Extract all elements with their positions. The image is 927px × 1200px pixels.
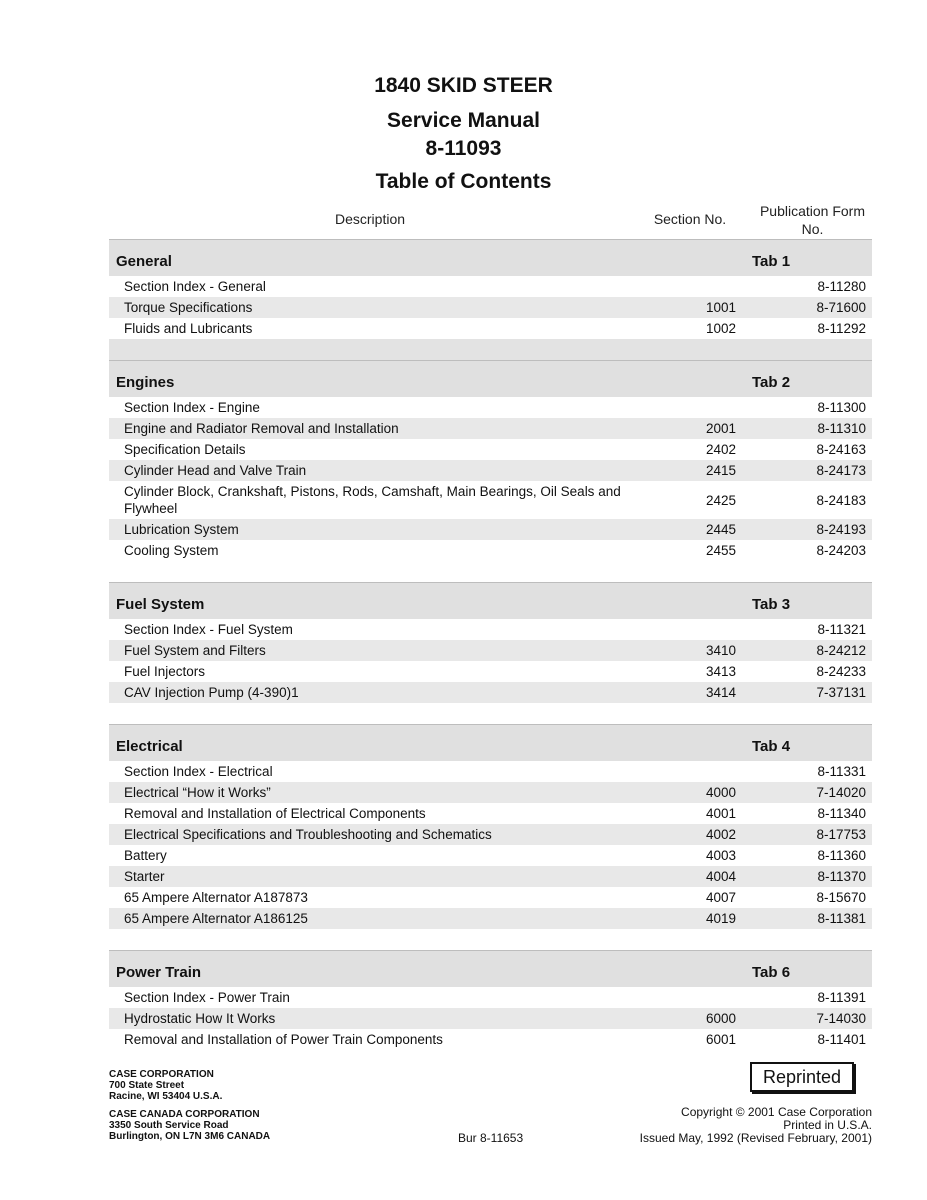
table-row: [109, 460, 872, 481]
row-section-number: 4004: [705, 869, 736, 884]
reprinted-stamp: Reprinted: [750, 1062, 854, 1092]
section-name: Engines: [116, 373, 175, 391]
manual-number: 8-11093: [425, 137, 502, 160]
toc-section: [109, 582, 872, 724]
row-publication-number: 7-14030: [816, 1011, 866, 1026]
address-line: Racine, WI 53404 U.S.A.: [109, 1091, 223, 1102]
table-row: [109, 682, 872, 703]
section-header: [109, 582, 872, 619]
table-row: [109, 276, 872, 297]
row-section-number: 2445: [705, 522, 736, 537]
row-section-number: 2425: [705, 492, 736, 508]
table-row: [109, 297, 872, 318]
row-section-number: 4001: [705, 806, 736, 821]
section-tab: Tab 6: [752, 963, 791, 981]
section-header: [109, 724, 872, 761]
manual-title: Service Manual: [387, 109, 540, 132]
row-description: Section Index - Power Train: [124, 990, 290, 1005]
section-name: Power Train: [116, 963, 202, 981]
row-publication-number: 8-11280: [817, 279, 866, 294]
row-section-number: 4000: [705, 785, 736, 800]
row-section-number: 4002: [705, 827, 736, 842]
section-tab: Tab 2: [752, 373, 791, 391]
table-row: [109, 1008, 872, 1029]
address-line: 700 State Street: [109, 1080, 185, 1091]
table-of-contents: [109, 239, 872, 1050]
table-row: [109, 318, 872, 339]
table-row: [109, 782, 872, 803]
row-description: Section Index - Electrical: [124, 764, 273, 779]
table-row: [109, 540, 872, 561]
bur-number: Bur 8-11653: [458, 1131, 524, 1145]
row-publication-number: 8-24233: [816, 664, 866, 679]
row-publication-number: 8-11381: [817, 911, 866, 926]
row-description: Engine and Radiator Removal and Installation: [124, 421, 399, 436]
table-row: [109, 481, 872, 519]
row-section-number: 6000: [705, 1011, 736, 1026]
column-header-section: Section No.: [653, 211, 727, 227]
row-description: Battery: [124, 848, 167, 863]
row-description: Removal and Installation of Power Train Components: [124, 1032, 443, 1047]
row-publication-number: 8-24183: [816, 492, 866, 508]
row-publication-number: 8-11370: [817, 869, 866, 884]
row-description: Cooling System: [124, 543, 219, 558]
table-row: [109, 439, 872, 460]
table-row: [109, 519, 872, 540]
row-publication-number: 8-71600: [816, 300, 866, 315]
row-section-number: 3413: [705, 664, 736, 679]
row-description: Cylinder Head and Valve Train: [124, 463, 307, 478]
section-name: Electrical: [116, 737, 183, 755]
table-row: [109, 418, 872, 439]
table-row: [109, 987, 872, 1008]
row-section-number: 3410: [705, 643, 736, 658]
row-description: Electrical “How it Works”: [124, 785, 271, 800]
column-header-publication-line1: Publication Form: [759, 203, 866, 219]
section-tab: Tab 4: [752, 737, 791, 755]
row-publication-number: 8-11340: [817, 806, 866, 821]
row-section-number: 2415: [705, 463, 736, 478]
address-line: CASE CORPORATION: [109, 1069, 214, 1080]
row-section-number: 4003: [705, 848, 736, 863]
table-row: [109, 1029, 872, 1050]
column-header-publication-line2: No.: [801, 221, 824, 237]
row-description: Section Index - General: [124, 279, 266, 294]
table-row: [109, 824, 872, 845]
table-row: [109, 845, 872, 866]
row-publication-number: 7-14020: [816, 785, 866, 800]
row-description: Fuel System and Filters: [124, 643, 266, 658]
table-row: [109, 866, 872, 887]
copyright-line: Copyright © 2001 Case Corporation: [681, 1105, 872, 1119]
toc-title: Table of Contents: [375, 170, 552, 193]
printed-line: Printed in U.S.A.: [783, 1118, 872, 1132]
row-publication-number: 8-11321: [817, 622, 866, 637]
section-tab: Tab 3: [752, 595, 791, 613]
table-row: [109, 908, 872, 929]
section-name: Fuel System: [116, 595, 205, 613]
column-header-description: Description: [334, 211, 406, 227]
row-publication-number: 8-15670: [816, 890, 866, 905]
row-description: Section Index - Fuel System: [124, 622, 293, 637]
case-corporation-address: [109, 1069, 222, 1102]
table-row: [109, 887, 872, 908]
row-publication-number: 8-11310: [817, 421, 866, 436]
row-description: Electrical Specifications and Troubleshooting and Schematics: [124, 827, 492, 842]
row-publication-number: 8-11360: [817, 848, 866, 863]
row-section-number: 2455: [705, 543, 736, 558]
row-section-number: 2001: [705, 421, 736, 436]
toc-section: [109, 239, 872, 360]
row-publication-number: 8-24173: [816, 463, 866, 478]
table-row: [109, 619, 872, 640]
row-description: Cylinder Block, Crankshaft, Pistons, Rods, Camshaft, Main Bearings, Oil Seals and Flywheel: [124, 484, 621, 516]
issued-line: Issued May, 1992 (Revised February, 2001): [639, 1131, 872, 1145]
row-section-number: 1002: [705, 321, 736, 336]
section-spacer: [109, 929, 872, 950]
row-description: Fluids and Lubricants: [124, 321, 253, 336]
row-publication-number: 8-11391: [817, 990, 866, 1005]
row-description: Fuel Injectors: [124, 664, 206, 679]
table-row: [109, 661, 872, 682]
row-publication-number: 8-11292: [817, 321, 866, 336]
address-line: 3350 South Service Road: [109, 1120, 229, 1131]
row-publication-number: 8-11401: [817, 1032, 866, 1047]
row-publication-number: 8-11300: [817, 400, 866, 415]
copyright-block: [640, 1106, 872, 1145]
table-row: [109, 640, 872, 661]
row-description: Section Index - Engine: [124, 400, 260, 415]
row-description: Removal and Installation of Electrical Components: [124, 806, 426, 821]
row-publication-number: 8-17753: [816, 827, 866, 842]
table-row: [109, 761, 872, 782]
row-description: Specification Details: [124, 442, 246, 457]
row-section-number: 1001: [705, 300, 736, 315]
section-header: [109, 360, 872, 397]
row-section-number: 4019: [705, 911, 736, 926]
row-description: Lubrication System: [124, 522, 239, 537]
row-description: 65 Ampere Alternator A187873: [124, 890, 308, 905]
row-publication-number: 8-24163: [816, 442, 866, 457]
row-publication-number: 8-24193: [816, 522, 866, 537]
case-canada-address: [109, 1109, 270, 1142]
section-tab: Tab 1: [752, 252, 791, 270]
address-line: CASE CANADA CORPORATION: [109, 1109, 260, 1120]
row-section-number: 3414: [705, 685, 736, 700]
row-description: Torque Specifications: [124, 300, 253, 315]
row-publication-number: 8-24212: [816, 643, 866, 658]
table-row: [109, 803, 872, 824]
row-section-number: 4007: [705, 890, 736, 905]
section-spacer: [109, 703, 872, 724]
toc-section: [109, 724, 872, 950]
section-name: General: [116, 252, 172, 270]
address-line: Burlington, ON L7N 3M6 CANADA: [109, 1131, 271, 1142]
toc-section: [109, 360, 872, 582]
row-section-number: 6001: [705, 1032, 736, 1047]
section-spacer: [109, 561, 872, 582]
row-description: CAV Injection Pump (4-390)1: [124, 685, 299, 700]
section-spacer: [109, 339, 872, 360]
row-publication-number: 7-37131: [816, 685, 866, 700]
section-header: [109, 239, 872, 276]
column-header-publication: [755, 202, 870, 238]
row-section-number: 2402: [705, 442, 736, 457]
row-description: 65 Ampere Alternator A186125: [124, 911, 308, 926]
row-description: Hydrostatic How It Works: [124, 1011, 276, 1026]
row-publication-number: 8-11331: [817, 764, 866, 779]
toc-section: [109, 950, 872, 1050]
row-description: Starter: [124, 869, 165, 884]
document-title: 1840 SKID STEER: [374, 74, 553, 97]
table-row: [109, 397, 872, 418]
row-publication-number: 8-24203: [816, 543, 866, 558]
section-header: [109, 950, 872, 987]
